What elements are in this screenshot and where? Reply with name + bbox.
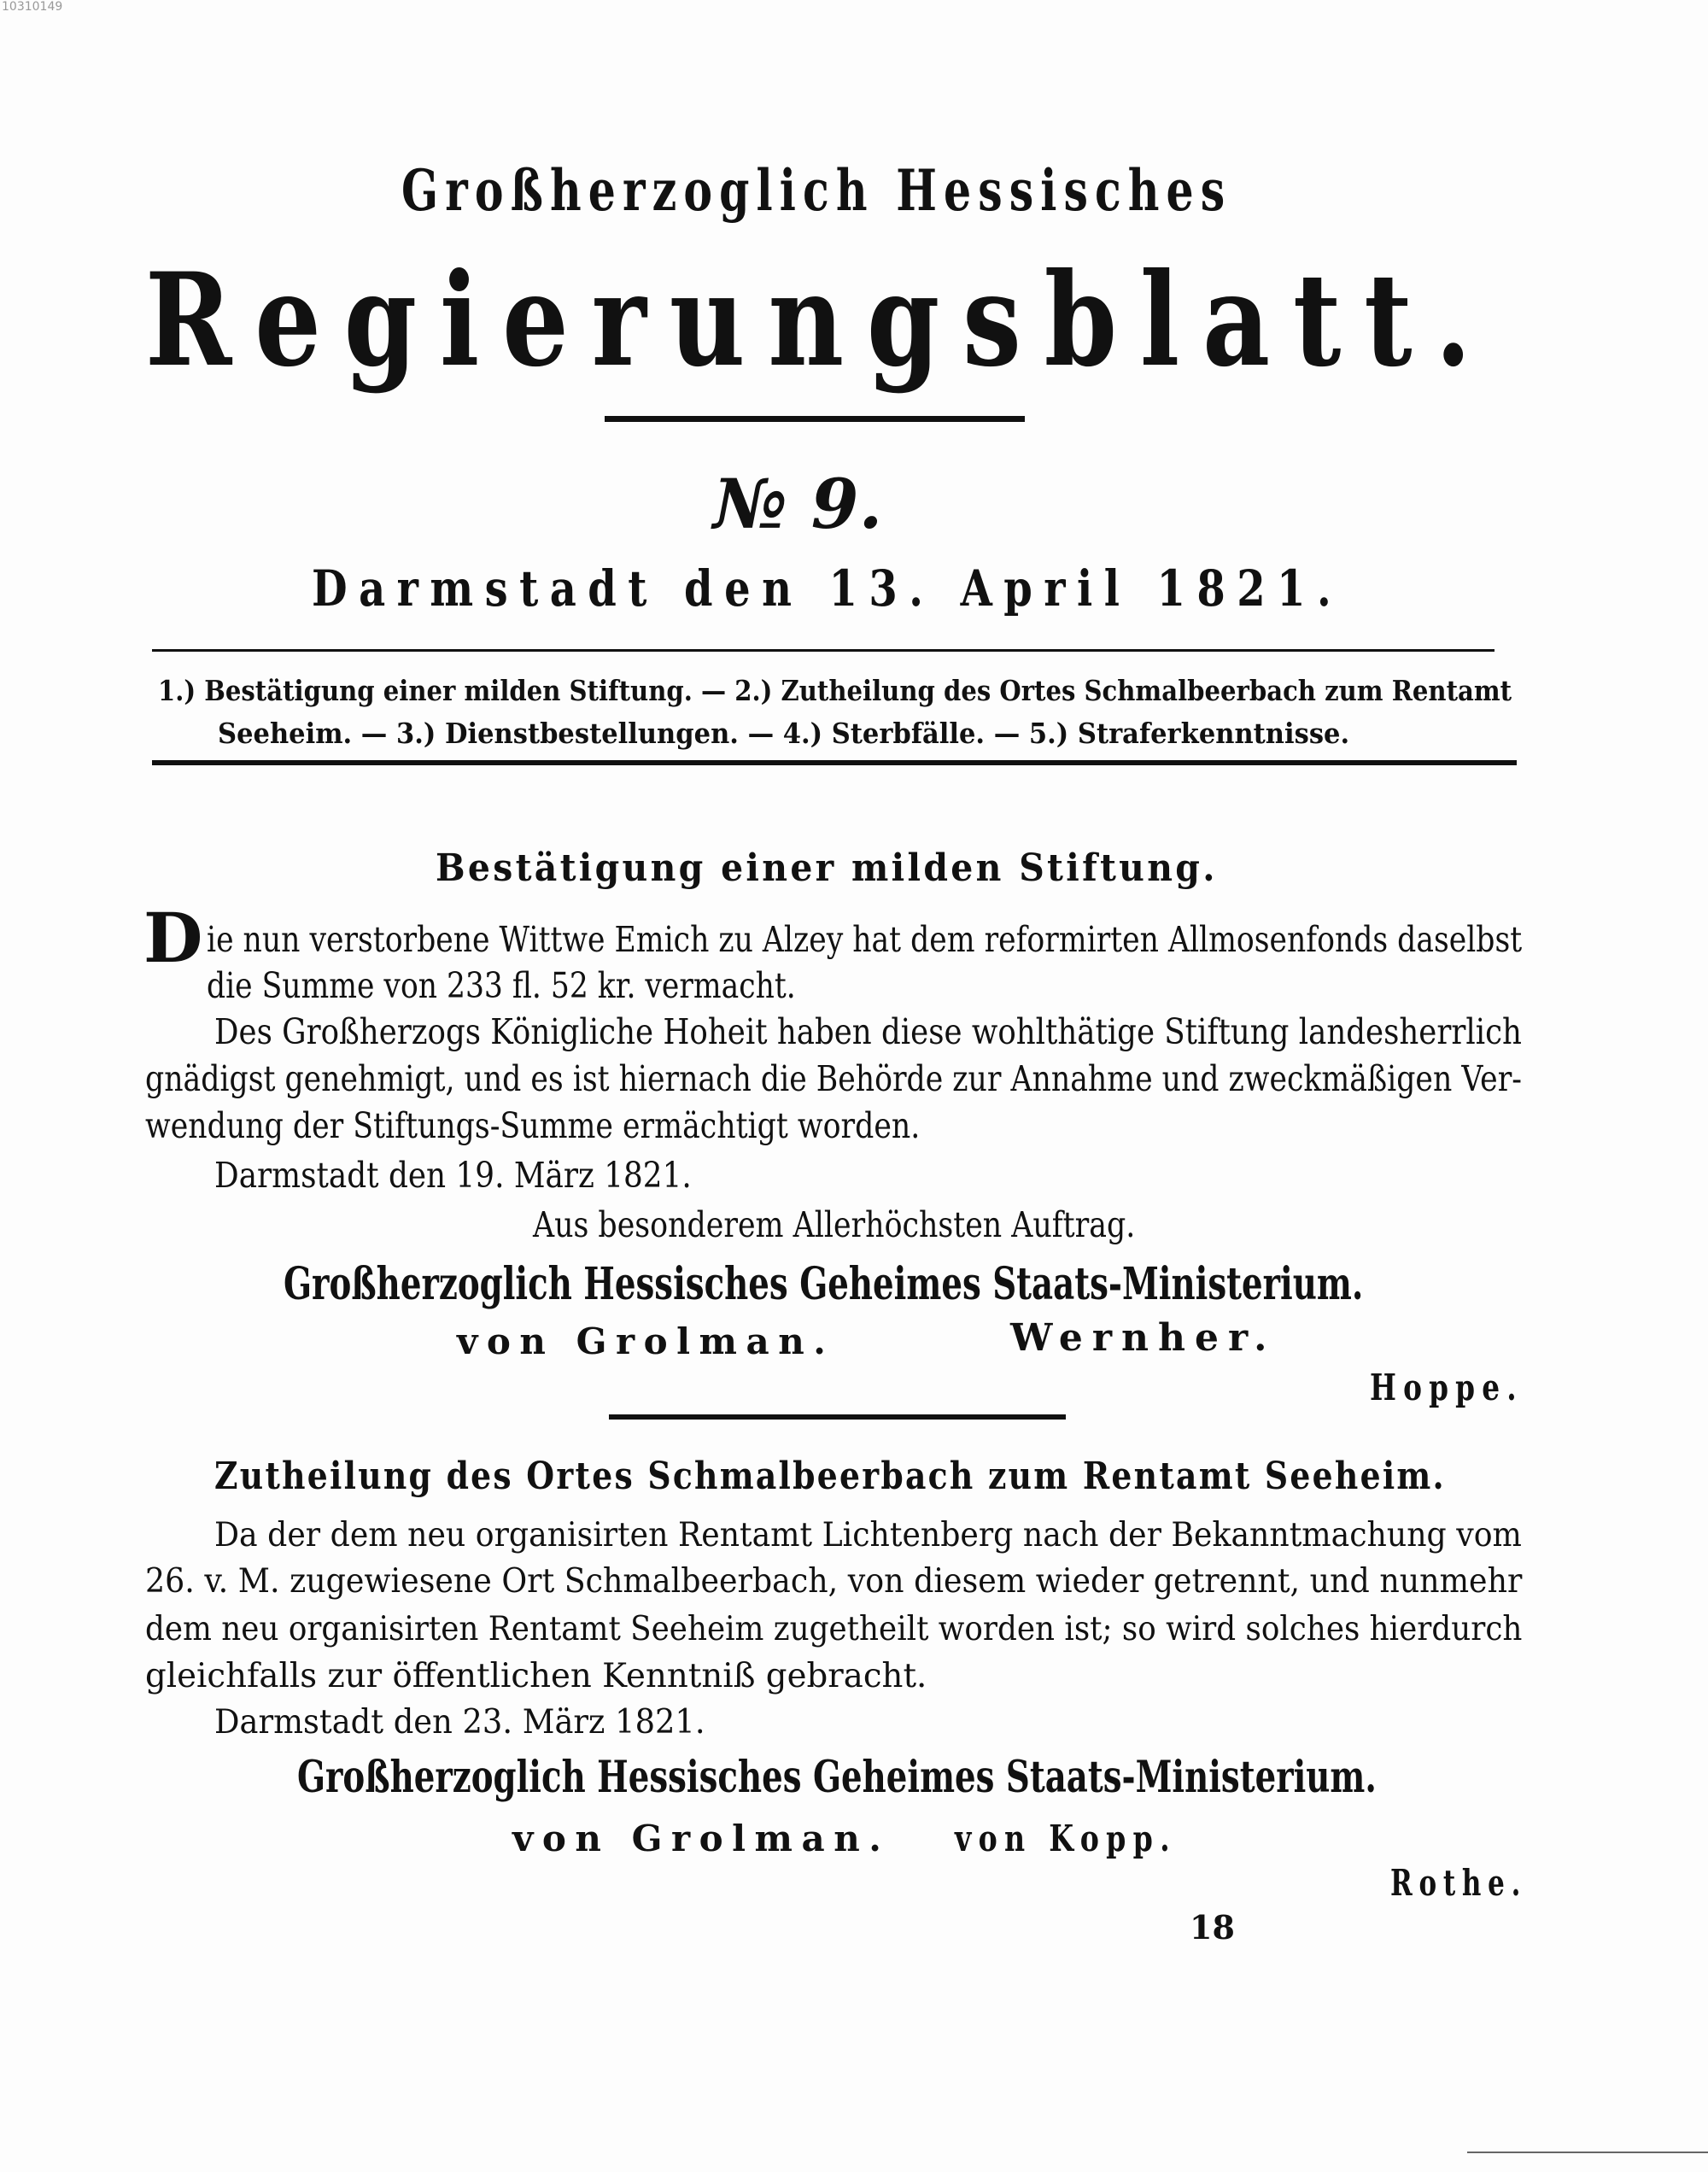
section2-heading: Zutheilung des Ortes Schmalbeerbach zum Rentamt Seeheim. [214, 1455, 1446, 1498]
section2-date: Darmstadt den 23. März 1821. [214, 1703, 705, 1742]
masthead-title: Regierungsblatt. [145, 245, 1494, 395]
contents-bottom-rule [152, 760, 1517, 765]
section1-date: Darmstadt den 19. März 1821. [214, 1155, 692, 1196]
section2-signatory-1: von Grolman. [512, 1818, 891, 1859]
section1-line-3: Des Großherzogs Königliche Hoheit haben diese wohlthätige Stiftung landesherrlich [214, 1011, 1522, 1052]
section2-line-2: 26. v. M. zugewiesene Ort Schmalbeerbach, von diesem wieder getrennt, und nunmehr [145, 1562, 1523, 1601]
section1-line-5: wendung der Stiftungs-Summe ermächtigt worden. [145, 1105, 921, 1146]
section1-line-1: ie nun verstorbene Wittwe Emich zu Alzey hat dem reformirten Allmosenfonds daselbst [207, 919, 1523, 960]
section1-signatory-2: Wernher. [1010, 1316, 1277, 1360]
section2-line-1: Da der dem neu organisirten Rentamt Lichtenberg nach der Bekanntmachung vom [214, 1516, 1522, 1554]
section1-commission: Aus besonderem Allerhöchsten Auftrag. [533, 1204, 1136, 1245]
section2-line-4: gleichfalls zur öffentlichen Kenntniß gebracht. [145, 1657, 927, 1695]
section1-initial: D [143, 898, 203, 978]
section1-signatory-3: Hoppe. [1370, 1367, 1524, 1408]
section1-signatory-1: von Grolman. [457, 1320, 835, 1362]
section-divider [609, 1414, 1066, 1420]
page-number: 18 [1190, 1908, 1235, 1947]
scan-edge-mark [1467, 2152, 1708, 2153]
dateline: Darmstadt den 13. April 1821. [312, 559, 1343, 618]
section1-line-4: gnädigst genehmigt, und es ist hiernach die Behörde zur Annahme und zweckmäßigen Ver- [145, 1058, 1523, 1099]
section1-heading: Bestätigung einer milden Stiftung. [436, 846, 1218, 890]
masthead-line1: Großherzoglich Hessisches [401, 157, 1232, 224]
section1-ministry: Großherzoglich Hessisches Geheimes Staats-Ministerium. [284, 1258, 1364, 1310]
section2-signatory-2: von Kopp. [955, 1818, 1178, 1859]
contents-line-1: 1.) Bestätigung einer milden Stiftung. — 2.) Zutheilung des Ortes Schmalbeerbach zum Rentamt [158, 674, 1512, 707]
masthead-rule [605, 416, 1025, 422]
issue-number: № 9. [713, 464, 883, 544]
contents-top-rule [152, 649, 1494, 652]
section2-line-3: dem neu organisirten Rentamt Seeheim zugetheilt worden ist; so wird solches hierdurch [145, 1610, 1523, 1648]
section1-line-2: die Summe von 233 fl. 52 kr. vermacht. [207, 965, 796, 1006]
file-id: 10310149 [2, 0, 63, 14]
contents-line-2: Seeheim. — 3.) Dienstbestellungen. — 4.) Sterbfälle. — 5.) Straferkenntnisse. [218, 717, 1350, 750]
section2-ministry: Großherzoglich Hessisches Geheimes Staats-Ministerium. [297, 1752, 1377, 1803]
section2-signatory-3: Rothe. [1390, 1862, 1528, 1904]
